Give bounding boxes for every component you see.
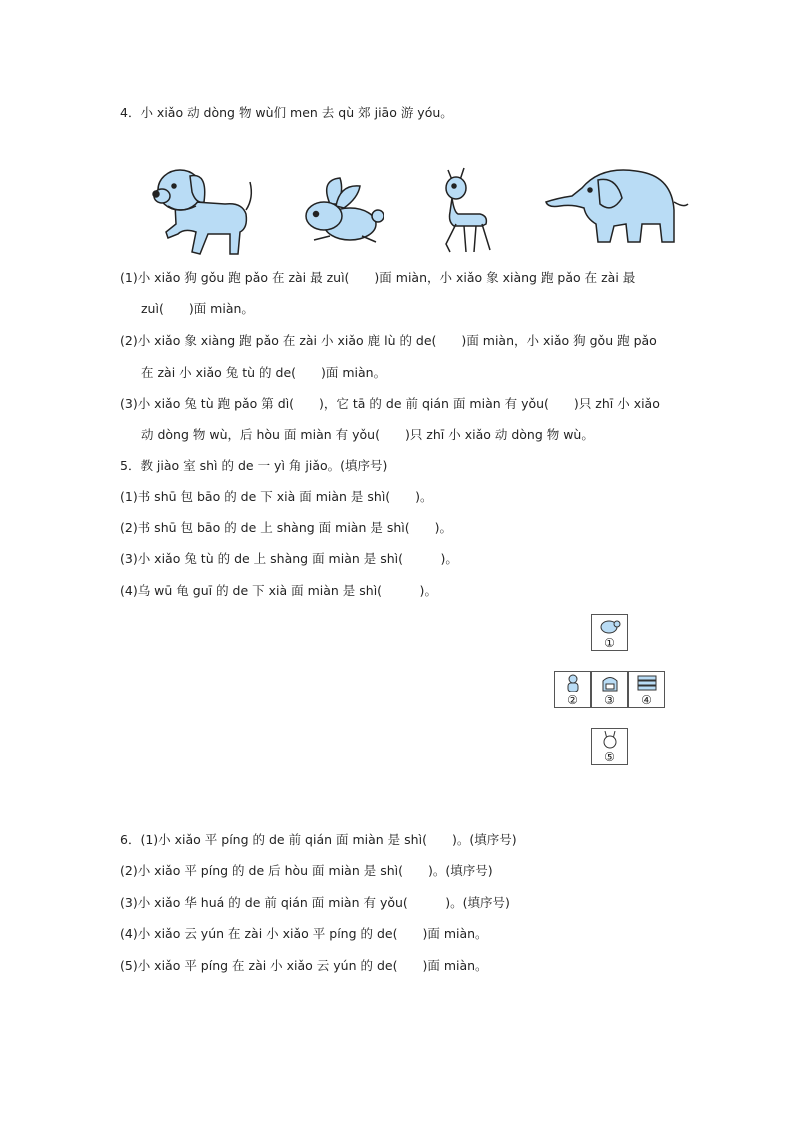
net-label-2: ② <box>567 693 578 707</box>
q6-item-2: (2)小 xiǎo 平 píng 的 de 后 hòu 面 miàn 是 shì( )。(填序号) <box>120 863 493 878</box>
net-label-4: ④ <box>641 693 652 707</box>
q5-item-4: (4)乌 wū 龟 guī 的 de 下 xià 面 miàn 是 shì( )。 <box>120 583 437 598</box>
net-cell-bear <box>554 671 591 708</box>
q5-title: 5．教 jiào 室 shì 的 de 一 yì 角 jiǎo。(填序号) <box>120 458 388 473</box>
q4-item-3-line2: 动 dòng 物 wù，后 hòu 面 miàn 有 yǒu( )只 zhī 小 xiǎo 动 dòng 物 wù。 <box>141 427 594 442</box>
q6-item-1: 6．(1)小 xiǎo 平 píng 的 de 前 qián 面 miàn 是 shì( )。(填序号) <box>120 832 517 847</box>
net-label-5: ⑤ <box>604 750 615 764</box>
q5-item-2: (2)书 shū 包 bāo 的 de 上 shàng 面 miàn 是 shì( )。 <box>120 520 452 535</box>
deer-illustration <box>434 164 494 256</box>
dog-illustration <box>150 162 260 258</box>
q4-item-2-line1: (2)小 xiǎo 象 xiàng 跑 pǎo 在 zài 小 xiǎo 鹿 lù 的 de( )面 miàn，小 xiǎo 狗 gǒu 跑 pǎo <box>120 333 657 348</box>
q5-item-3: (3)小 xiǎo 兔 tù 的 de 上 shàng 面 miàn 是 shì( )。 <box>120 551 458 566</box>
q4-item-2-line2: 在 zài 小 xiǎo 兔 tù 的 de( )面 miàn。 <box>141 365 387 380</box>
backpack-icon <box>599 674 621 692</box>
books-icon <box>636 674 658 692</box>
rabbit-icon <box>599 731 621 749</box>
q6-item-3: (3)小 xiǎo 华 huá 的 de 前 qián 面 miàn 有 yǒu( )。(填序号) <box>120 895 510 910</box>
q4-item-1-line2: zuì( )面 miàn。 <box>141 301 254 316</box>
turtle-icon <box>599 617 621 635</box>
cube-net-diagram <box>552 614 672 786</box>
net-cell-backpack <box>591 671 628 708</box>
q4-title: 4．小 xiǎo 动 dòng 物 wù们 men 去 qù 郊 jiāo 游 yóu。 <box>120 105 453 120</box>
elephant-illustration <box>542 158 690 250</box>
net-label-1: ① <box>604 636 615 650</box>
q5-item-1: (1)书 shū 包 bāo 的 de 下 xià 面 miàn 是 shì( )。 <box>120 489 433 504</box>
bear-icon <box>562 674 584 692</box>
rabbit-illustration <box>300 176 384 246</box>
net-cell-rabbit <box>591 728 628 765</box>
q6-item-4: (4)小 xiǎo 云 yún 在 zài 小 xiǎo 平 píng 的 de( )面 miàn。 <box>120 926 488 941</box>
q6-item-5: (5)小 xiǎo 平 píng 在 zài 小 xiǎo 云 yún 的 de( )面 miàn。 <box>120 958 488 973</box>
net-cell-turtle <box>591 614 628 651</box>
q4-item-3-line1: (3)小 xiǎo 兔 tù 跑 pǎo 第 dì( )，它 tā 的 de 前 qián 面 miàn 有 yǒu( )只 zhī 小 xiǎo <box>120 396 660 411</box>
net-label-3: ③ <box>604 693 615 707</box>
q4-item-1-line1: (1)小 xiǎo 狗 gǒu 跑 pǎo 在 zài 最 zuì( )面 miàn，小 xiǎo 象 xiàng 跑 pǎo 在 zài 最 <box>120 270 636 285</box>
animal-illustrations <box>140 150 700 260</box>
net-cell-books <box>628 671 665 708</box>
